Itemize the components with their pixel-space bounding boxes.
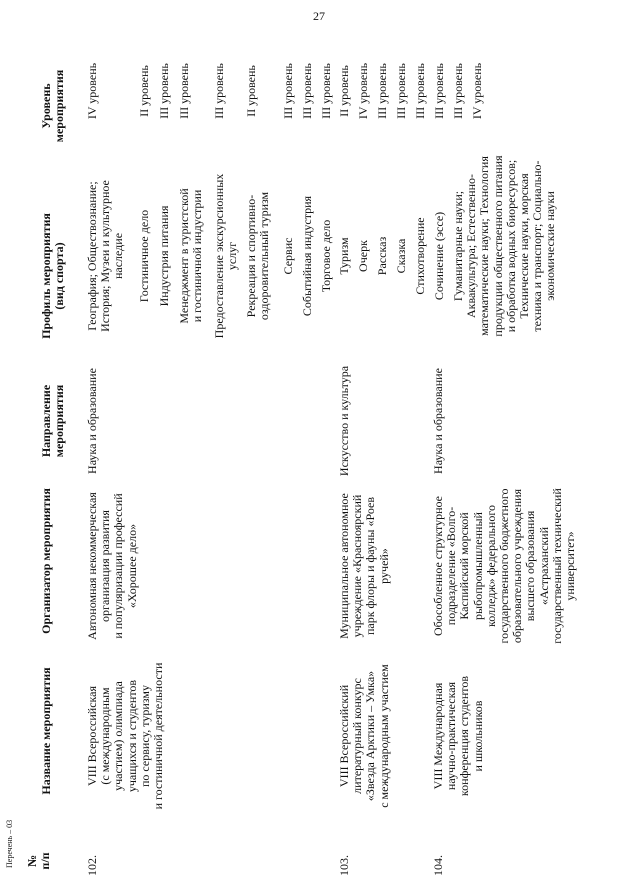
row-103-level-4: III уровень — [394, 63, 408, 119]
header-profile: Профиль мероприятия (вид спорта) — [39, 213, 67, 339]
row-103-profile-1: Туризм — [337, 237, 351, 275]
header-level: Уровень мероприятия — [39, 69, 67, 143]
row-102-level-5: III уровень — [212, 63, 226, 119]
row-103-profile-3: Рассказ — [375, 236, 389, 276]
row-102-direction: Наука и образование — [85, 368, 99, 474]
row-103-profile-6: Сочинение (эссе) — [432, 211, 446, 301]
row-103-profile-2: Очерк — [356, 240, 370, 272]
row-102-level-2: II уровень — [137, 65, 151, 117]
row-102-profile-5: Предоставление экскурсионных услуг — [212, 173, 240, 339]
row-102-level-8: III уровень — [300, 63, 314, 119]
footer-note: Перечень – 03 — [5, 819, 14, 868]
row-103-profile-5: Стихотворение — [413, 217, 427, 295]
row-104-name: VIII Международная научно-практическая конференция студентов и школьников — [431, 675, 485, 797]
row-102-profile-1: География; Обществознание; История; Музеи и культурное наследие — [85, 180, 126, 332]
row-102-level-6: II уровень — [244, 65, 258, 117]
header-num: № п/п — [25, 852, 53, 870]
row-104-profile-1: Гуманитарные науки; Аквакультура; Естественно- математические науки; Технология продукции общественного питания и обработка водных биоресурсов; Технические науки, морская техника и транспорт; Социально- экономические науки — [451, 155, 558, 337]
row-102-profile-6: Рекреация и спортивно- оздоровительный туризм — [244, 191, 272, 321]
row-102-profile-3: Индустрия питания — [157, 205, 171, 307]
row-102-level-4: III уровень — [177, 63, 191, 119]
row-104-level-2: IV уровень — [470, 62, 484, 120]
row-102-name: VIII Всероссийская (с международным участием) олимпиада учащихся и студентов по сервису, туризму и гостиничной деятельности — [85, 662, 166, 810]
row-102-profile-4: Менеджмент в туристской и гостиничной индустрии — [177, 188, 205, 324]
row-103-level-5: III уровень — [413, 63, 427, 119]
row-102-profile-2: Гостиничное дело — [137, 209, 151, 303]
header-direction: Направление мероприятия — [39, 384, 67, 458]
row-103-profile-4: Сказка — [394, 238, 408, 274]
row-102-level-3: III уровень — [157, 63, 171, 119]
page-number: 27 — [313, 9, 325, 23]
header-organizer: Организатор мероприятия — [39, 488, 53, 634]
row-104-direction: Наука и образование — [431, 368, 445, 474]
row-104-level-1: III уровень — [451, 63, 465, 119]
row-103-level-2: IV уровень — [356, 62, 370, 120]
row-102-level-7: III уровень — [281, 63, 295, 119]
row-104-num: 104. — [431, 855, 445, 876]
row-102-profile-9: Торговое дело — [319, 219, 333, 293]
row-103-level-6: III уровень — [432, 63, 446, 119]
row-102-level-9: III уровень — [319, 63, 333, 119]
row-103-direction: Искусство и культура — [337, 365, 351, 477]
row-103-name: VIII Всероссийский литературный конкурс «Звезда Арктики – Умка» с международным участием — [337, 664, 391, 808]
row-102-profile-8: Событийная индустрия — [300, 195, 314, 317]
row-102-profile-7: Сервис — [281, 237, 295, 275]
row-104-organizer: Обособленное структурное подразделение «Волго- Каспийский морской рыбопромышленный колледж» федерального государственного бюджетного образовательного учреждения высшего образования «Астраханский государственный технический университет» — [431, 488, 578, 644]
row-103-organizer: Муниципальное автономное учреждение «Красноярский парк флоры и фауны «Роев ручей» — [337, 493, 391, 639]
row-103-level-1: II уровень — [337, 65, 351, 117]
header-name: Название мероприятия — [39, 667, 53, 795]
row-102-organizer: Автономная некоммерческая организация развития и популяризации профессий «Хорошее дело» — [85, 492, 139, 640]
row-102-level-1: IV уровень — [85, 62, 99, 120]
row-103-level-3: III уровень — [375, 63, 389, 119]
row-103-num: 103. — [337, 855, 351, 876]
row-102-num: 102. — [85, 855, 99, 876]
